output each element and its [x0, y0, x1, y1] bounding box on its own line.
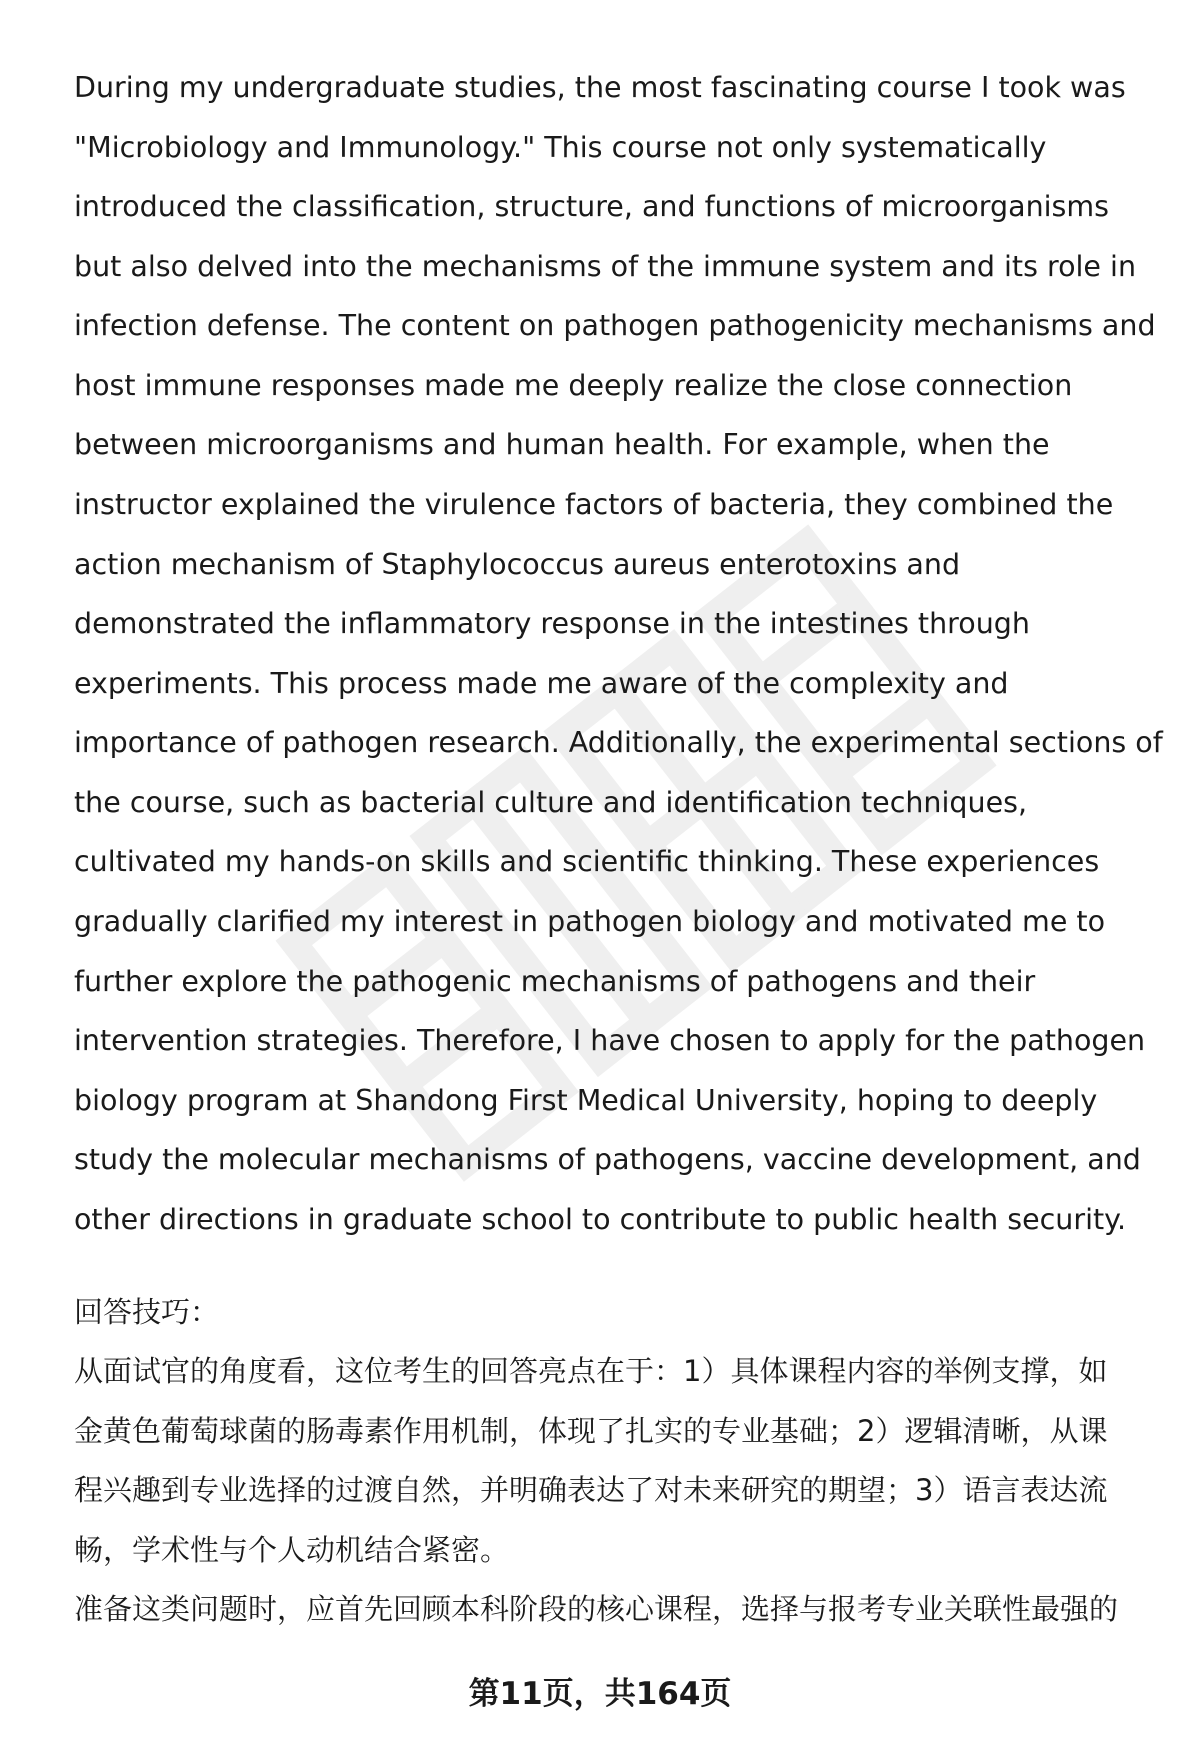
paragraph-line: gradually clarified my interest in pathogen biology and motivated me to [74, 905, 1106, 938]
paragraph-line: action mechanism of Staphylococcus aureus enterotoxins and [74, 548, 961, 581]
paragraph-line: other directions in graduate school to contribute to public health security. [74, 1203, 1127, 1236]
paragraph-line: "Microbiology and Immunology." This course not only systematically [74, 131, 1047, 164]
tips-line: 程兴趣到专业选择的过渡自然，并明确表达了对未来研究的期望；3）语言表达流 [74, 1473, 1108, 1507]
paragraph-line: instructor explained the virulence factors of bacteria, they combined the [74, 488, 1114, 521]
paragraph-line: biology program at Shandong First Medical University, hoping to deeply [74, 1084, 1098, 1117]
paragraph-line: introduced the classification, structure, and functions of microorganisms [74, 190, 1110, 223]
tips-heading: 回答技巧： [74, 1295, 220, 1329]
paragraph-line: between microorganisms and human health. For example, when the [74, 428, 1050, 461]
paragraph-line: infection defense. The content on pathogen pathogenicity mechanisms and [74, 309, 1156, 342]
paragraph-line: but also delved into the mechanisms of the immune system and its role in [74, 250, 1137, 283]
paragraph-line: importance of pathogen research. Additionally, the experimental sections of [74, 726, 1163, 759]
paragraph-line: demonstrated the inflammatory response in the intestines through [74, 607, 1030, 640]
paragraph-line: host immune responses made me deeply realize the close connection [74, 369, 1073, 402]
paragraph-line: study the molecular mechanisms of pathogens, vaccine development, and [74, 1143, 1141, 1176]
tips-line: 从面试官的角度看，这位考生的回答亮点在于：1）具体课程内容的举例支撑，如 [74, 1354, 1108, 1388]
tips-line: 畅，学术性与个人动机结合紧密。 [74, 1533, 510, 1567]
paragraph-line: the course, such as bacterial culture and identification techniques, [74, 786, 1028, 819]
tips-line: 金黄色葡萄球菌的肠毒素作用机制，体现了扎实的专业基础；2）逻辑清晰，从课 [74, 1414, 1108, 1448]
paragraph-line: experiments. This process made me aware of the complexity and [74, 667, 1009, 700]
page-number: 第11页，共164页 [468, 1676, 732, 1712]
paragraph-line: During my undergraduate studies, the most fascinating course I took was [74, 71, 1126, 104]
paragraph-line: further explore the pathogenic mechanisms of pathogens and their [74, 965, 1036, 998]
paragraph-line: intervention strategies. Therefore, I have chosen to apply for the pathogen [74, 1024, 1146, 1057]
tips-line: 准备这类问题时，应首先回顾本科阶段的核心课程，选择与报考专业关联性最强的 [74, 1592, 1119, 1626]
paragraph-line: cultivated my hands-on skills and scientific thinking. These experiences [74, 845, 1100, 878]
